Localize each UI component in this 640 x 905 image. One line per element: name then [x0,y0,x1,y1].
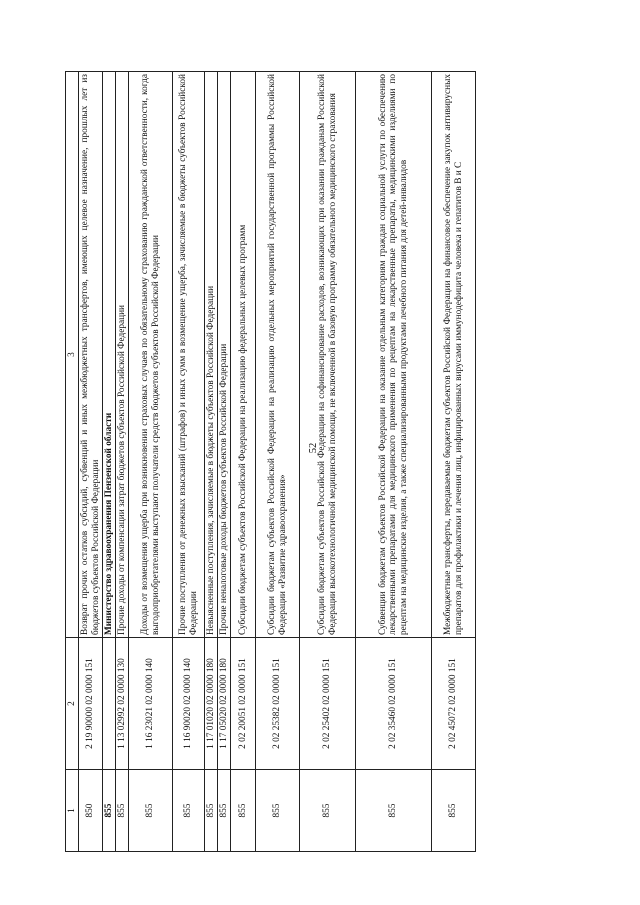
admin-code-cell: 855 [256,770,300,852]
table-row [356,72,432,852]
table-row [79,72,103,852]
admin-code-cell: 855 [173,770,205,852]
revenue-name-cell: Министерство здравоохранения Пензенской области [103,72,116,638]
admin-code-cell: 855 [432,770,476,852]
revenue-name-cell: Субсидии бюджетам субъектов Российской Федерации на реализацию федеральных целевых программ [231,72,256,638]
header-cell-1: 1 [66,770,79,852]
budget-code-cell: 2 02 20051 02 0000 151 [231,638,256,770]
revenue-name-cell: Субвенции бюджетам субъектов Российской Федерации на оказание отдельным категориям граждан социальной услуги по обеспечению лекарственными препаратами для медицинского применения по рецептам на лекарственные препараты, медицинскими изделиями по рецептам на медицинские изделия, а также специализированными продуктами лечебного питания для детей-инвалидов [356,72,432,638]
rotated-page-content [65,72,501,852]
revenue-name-cell: Субсидии бюджетам субъектов Российской Федерации на реализацию отдельных мероприятий государственной программы Российской Федерации «Развитие здравоохранения» [256,72,300,638]
admin-code-cell: 855 [103,770,116,852]
admin-code-cell: 855 [205,770,218,852]
revenue-name-cell: Субсидии бюджетам субъектов Российской Федерации на софинансирование расходов, возникающих при оказании гражданам Российской Федерации высокотехнологичной медицинской помощи, не включенной в базовую программу обязательного медицинского страхования [300,72,356,638]
table-header-row [66,72,79,852]
revenue-name-cell: Прочие доходы от компенсации затрат бюджетов субъектов Российской Федерации [116,72,129,638]
table-row [116,72,129,852]
table-row [205,72,218,852]
budget-code-cell: 2 02 25382 02 0000 151 [256,638,300,770]
admin-code-cell: 855 [218,770,231,852]
header-cell-3: 3 [66,72,79,638]
revenue-name-cell: Доходы от возмещения ущерба при возникновении страховых случаев по обязательному страхованию гражданской ответственности, когда выгодоприобретателями выступают получатели средств бюджетов субъектов Российской Федерации [129,72,173,638]
revenue-name-cell: Невыясненные поступления, зачисляемые в бюджеты субъектов Российской Федерации [205,72,218,638]
admin-code-cell: 855 [116,770,129,852]
admin-code-cell: 855 [356,770,432,852]
revenue-name-cell: Прочие неналоговые доходы бюджетов субъектов Российской Федерации [218,72,231,638]
budget-code-cell: 2 02 25402 02 0000 151 [300,638,356,770]
admin-code-cell: 855 [231,770,256,852]
revenue-name-cell: Прочие поступления от денежных взысканий (штрафов) и иных сумм в возмещение ущерба, зачисляемые в бюджеты субъектов Российской Федерации [173,72,205,638]
revenue-name-cell: Межбюджетные трансферты, передаваемые бюджетам субъектов Российской Федерации на финансовое обеспечение закупок антивирусных препаратов для профилактики и лечения лиц, инфицированных вирусами иммунодефицита человека и гепатитов В и С [432,72,476,638]
table-row [129,72,173,852]
table-row [432,72,476,852]
header-cell-2: 2 [66,638,79,770]
budget-code-cell: 1 17 01020 02 0000 180 [205,638,218,770]
revenue-codes-table [65,71,476,852]
admin-code-cell: 855 [300,770,356,852]
budget-code-cell: 1 16 23021 02 0000 140 [129,638,173,770]
table-row [218,72,231,852]
table-row [231,72,256,852]
admin-code-cell: 850 [79,770,103,852]
page-number: 52 [308,442,319,454]
admin-code-cell: 855 [129,770,173,852]
table-row [300,72,356,852]
budget-code-cell: 2 02 35460 02 0000 151 [356,638,432,770]
table-row [173,72,205,852]
budget-code-cell: 1 16 90020 02 0000 140 [173,638,205,770]
table-row [256,72,300,852]
budget-code-cell: 2 02 45072 02 0000 151 [432,638,476,770]
revenue-name-cell: Возврат прочих остатков субсидий, субвенций и иных межбюджетных трансфертов, имеющих целевое назначение, прошлых лет из бюджетов субъектов Российской Федерации [79,72,103,638]
budget-code-cell: 1 17 05020 02 0000 180 [218,638,231,770]
budget-code-cell: 1 13 02992 02 0000 130 [116,638,129,770]
table-row-section-title [103,72,116,852]
budget-code-cell [103,638,116,770]
budget-code-cell: 2 19 90000 02 0000 151 [79,638,103,770]
